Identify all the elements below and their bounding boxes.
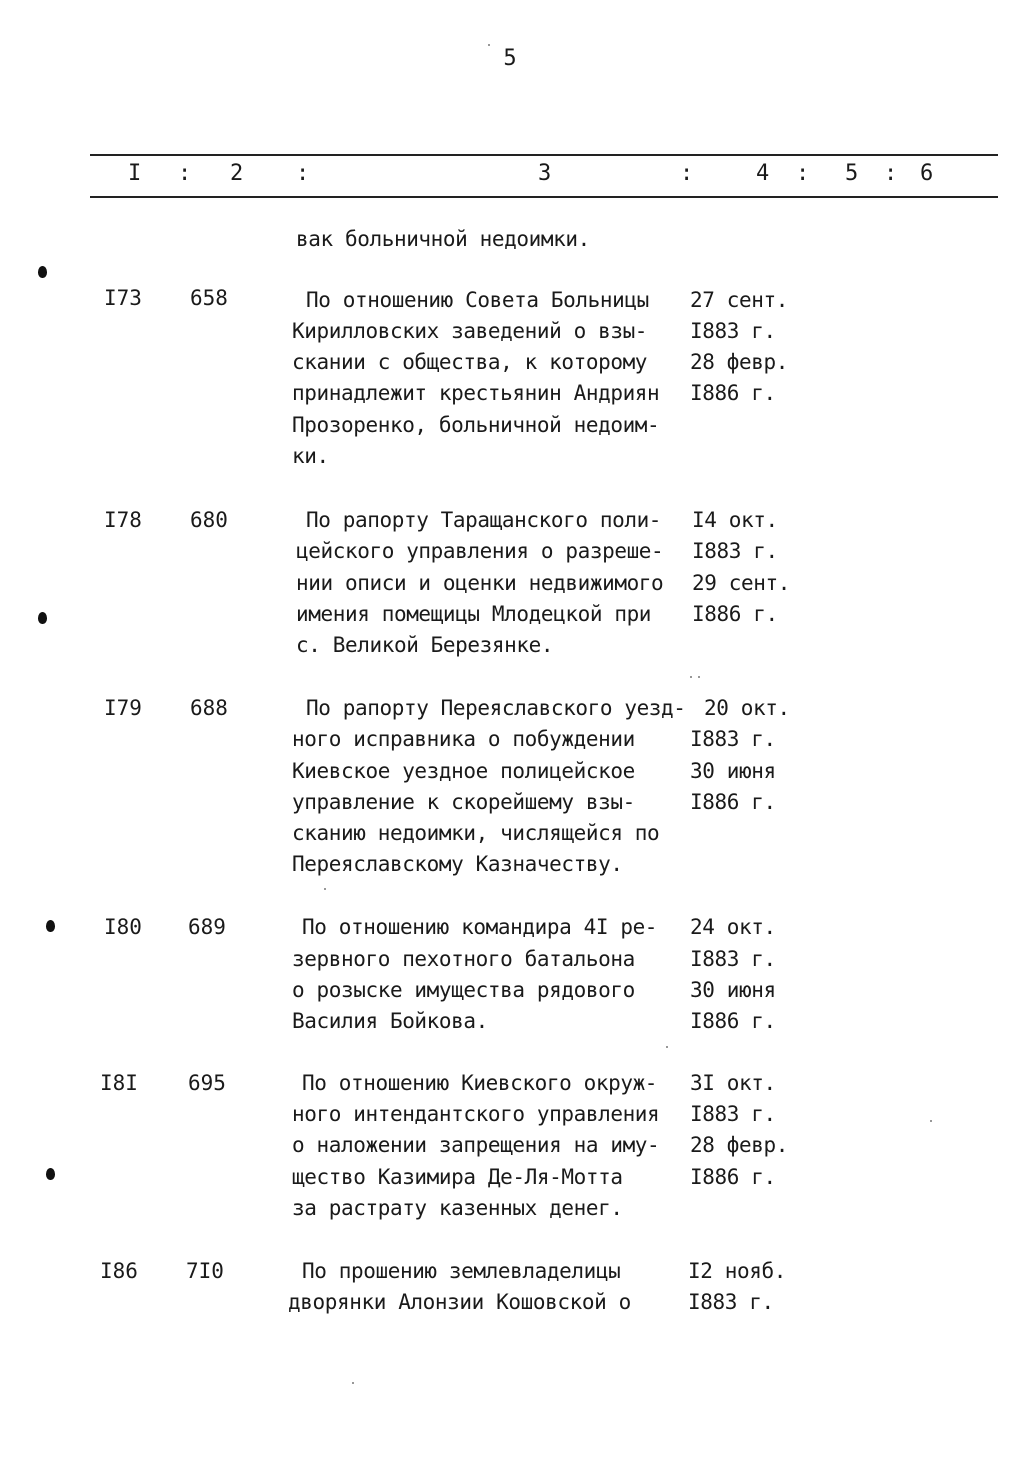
scan-speck (690, 676, 692, 678)
header-separator: : (796, 161, 810, 186)
entry-sheet: 658 (190, 286, 228, 310)
entry-text-line: По отношению командира 4I ре- (302, 915, 658, 939)
scan-speck (488, 44, 490, 46)
header-rule-top (90, 154, 998, 156)
page-number: 5 (503, 46, 517, 71)
entry-date: I883 г. (690, 319, 776, 343)
entry-text-line: нии описи и оценки недвижимого (296, 571, 664, 595)
scan-speck (698, 676, 700, 678)
scan-speck (930, 1120, 932, 1122)
scan-speck (666, 1046, 668, 1048)
entry-text-line: имения помещицы Млодецкой при (296, 602, 652, 626)
entry-text-line: сканию недоимки, числящейся по (292, 821, 660, 845)
entry-date: I886 г. (690, 790, 776, 814)
entry-text-line: дворянки Алонзии Кошовской о (288, 1290, 631, 1314)
header-separator: : (296, 161, 310, 186)
entry-date: I883 г. (688, 1290, 774, 1314)
continuation-text: вак больничной недоимки. (296, 227, 590, 251)
header-col-3: 3 (538, 161, 552, 186)
entry-date: I886 г. (692, 602, 778, 626)
header-separator: : (178, 161, 192, 186)
entry-date: 24 окт. (690, 915, 776, 939)
scan-speck (324, 888, 326, 890)
entry-date: I2 нояб. (688, 1259, 786, 1283)
entry-text-line: ного исправника о побуждении (292, 727, 635, 751)
entry-date: I4 окт. (692, 508, 778, 532)
entry-text-line: принадлежит крестьянин Андриян (292, 381, 660, 405)
entry-date: I886 г. (690, 1165, 776, 1189)
entry-date: I883 г. (692, 539, 778, 563)
entry-text-line: ного интендантского управления (292, 1102, 660, 1126)
entry-number: I8I (100, 1071, 138, 1095)
punch-mark (46, 1168, 55, 1180)
entry-text-line: Переяславскому Казначеству. (292, 852, 623, 876)
entry-sheet: 689 (188, 915, 226, 939)
entry-text-line: ки. (292, 444, 329, 468)
entry-date: I886 г. (690, 1009, 776, 1033)
entry-date: 30 июня (690, 759, 776, 783)
scan-speck (352, 1382, 354, 1384)
entry-text-line: По прошению землевладелицы (302, 1259, 621, 1283)
entry-sheet: 688 (190, 696, 228, 720)
punch-mark (46, 920, 55, 932)
header-separator: : (884, 161, 898, 186)
entry-date: I883 г. (690, 1102, 776, 1126)
entry-sheet: 695 (188, 1071, 226, 1095)
punch-mark (38, 266, 47, 278)
punch-mark (38, 612, 47, 624)
header-rule-bottom (90, 196, 998, 198)
entry-date: 27 сент. (690, 288, 788, 312)
entry-number: I78 (104, 508, 142, 532)
entry-number: I86 (100, 1259, 138, 1283)
entry-date: 28 февр. (690, 1133, 788, 1157)
entry-text-line: По рапорту Переяславского уезд- (306, 696, 686, 720)
entry-text-line: Киевское уездное полицейское (292, 759, 635, 783)
entry-text-line: о наложении запрещения на иму- (292, 1133, 660, 1157)
entry-text-line: По рапорту Таращанского поли- (306, 508, 662, 532)
header-col-4: 4 (756, 161, 770, 186)
entry-text-line: цейского управления о разреше- (296, 539, 664, 563)
entry-text-line: щество Казимира Де-Ля-Мотта (292, 1165, 623, 1189)
entry-number: I80 (104, 915, 142, 939)
entry-text-line: Прозоренко, больничной недоим- (292, 413, 660, 437)
entry-text-line: о розыске имущества рядового (292, 978, 635, 1002)
entry-text-line: По отношению Совета Больницы (306, 288, 649, 312)
entry-text-line: за растрату казенных денег. (292, 1196, 623, 1220)
entry-text-line: с. Великой Березянке. (296, 633, 554, 657)
entry-text-line: Кирилловских заведений о взы- (292, 319, 648, 343)
entry-text-line: По отношению Киевского окруж- (302, 1071, 658, 1095)
entry-sheet: 680 (190, 508, 228, 532)
entry-date: 20 окт. (704, 696, 790, 720)
entry-text-line: Василия Бойкова. (292, 1009, 488, 1033)
header-col-6: 6 (920, 161, 934, 186)
entry-sheet: 7I0 (186, 1259, 224, 1283)
entry-date: 3I окт. (690, 1071, 776, 1095)
entry-text-line: зервного пехотного батальона (292, 947, 635, 971)
entry-number: I73 (104, 286, 142, 310)
entry-date: 30 июня (690, 978, 776, 1002)
entry-date: 29 сент. (692, 571, 790, 595)
header-col-5: 5 (845, 161, 859, 186)
entry-date: I886 г. (690, 381, 776, 405)
entry-date: I883 г. (690, 727, 776, 751)
entry-date: 28 февр. (690, 350, 788, 374)
header-separator: : (680, 161, 694, 186)
header-col-1: I (128, 161, 142, 186)
entry-text-line: скании с общества, к которому (292, 350, 648, 374)
header-col-2: 2 (230, 161, 244, 186)
entry-text-line: управление к скорейшему взы- (292, 790, 635, 814)
entry-number: I79 (104, 696, 142, 720)
entry-date: I883 г. (690, 947, 776, 971)
